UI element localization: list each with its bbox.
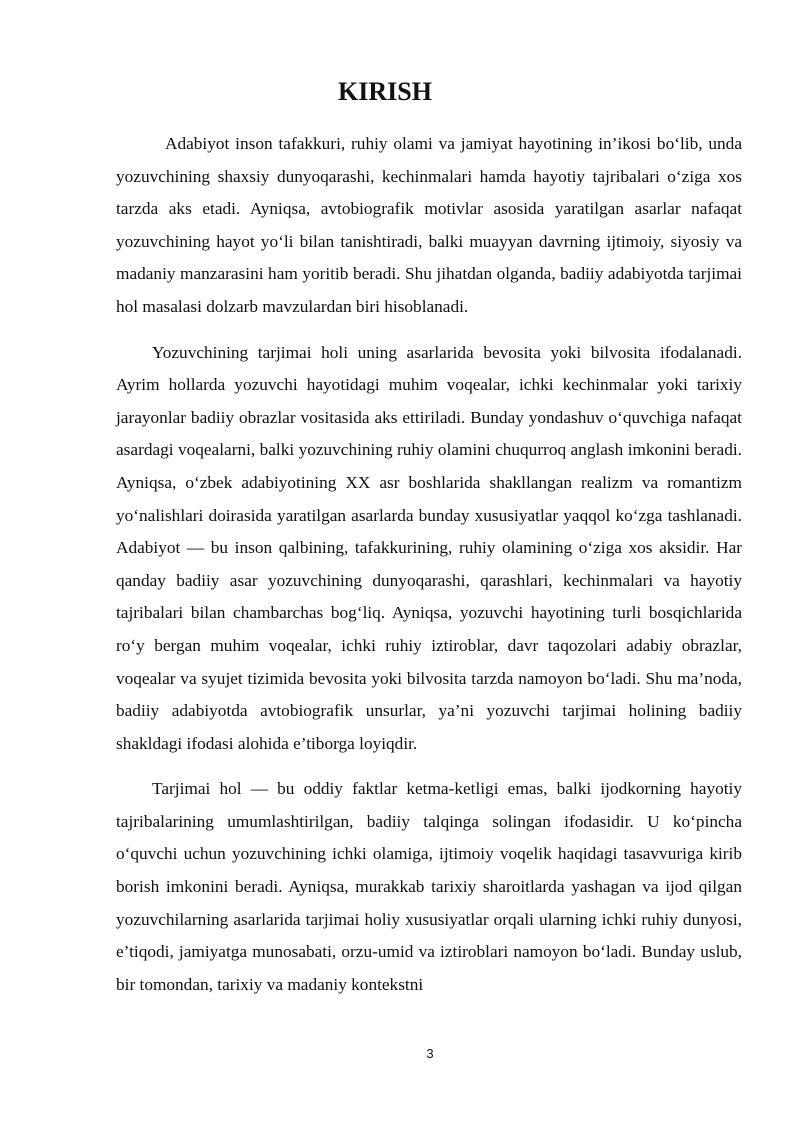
- page-title: KIRISH: [338, 77, 432, 106]
- paragraph-3: Tarjimai hol — bu oddiy faktlar ketma-ketligi emas, balki ijodkorning hayotiy tajribalarining umumlashtirilgan, badiiy talqinga solingan ifodasidir. U ko‘pincha o‘quvchi uchun yozuvchining ichki olamiga, ijtimoiy voqelik haqidagi tasavvuriga kirib borish imkonini beradi. Ayniqsa, murakkab tarixiy sharoitlarda yashagan va ijod qilgan yozuvchilarning asarlarida tarjimai holiy xususiyatlar orqali ularning ichki ruhiy dunyosi, e’tiqodi, jamiyatga munosabati, orzu-umid va iztiroblari namoyon bo‘ladi. Bunday uslub, bir tomondan, tarixiy va madaniy kontekstni: [116, 779, 742, 994]
- document-body: [116, 128, 742, 1001]
- paragraph-1: Adabiyot inson tafakkuri, ruhiy olami va jamiyat hayotining in’ikosi bo‘lib, unda yozuvchining shaxsiy dunyoqarashi, kechinmalari hamda hayotiy tajribalari o‘ziga xos tarzda aks etadi. Ayniqsa, avtobiografik motivlar asosida yaratilgan asarlar nafaqat yozuvchining hayot yo‘li bilan tanishtiradi, balki muayyan davrning ijtimoiy, siyosiy va madaniy manzarasini ham yoritib beradi. Shu jihatdan olganda, badiiy adabiyotda tarjimai hol masalasi dolzarb mavzulardan biri hisoblanadi.: [116, 134, 742, 316]
- paragraph-2: Yozuvchining tarjimai holi uning asarlarida bevosita yoki bilvosita ifodalanadi. Ayrim hollarda yozuvchi hayotidagi muhim voqealar, ichki kechinmalar yoki tarixiy jarayonlar badiiy obrazlar vositasida aks ettiriladi. Bunday yondashuv o‘quvchiga nafaqat asardagi voqealarni, balki yozuvchining ruhiy olamini chuqurroq anglash imkonini beradi. Ayniqsa, o‘zbek adabiyotining XX asr boshlarida shakllangan realizm va romantizm yo‘nalishlari doirasida yaratilgan asarlarda bunday xususiyatlar yaqqol ko‘zga tashlanadi. Adabiyot — bu inson qalbining, tafakkurining, ruhiy olamining o‘ziga xos aksidir. Har qanday badiiy asar yozuvchining dunyoqarashi, qarashlari, kechinmalari va hayotiy tajribalari bilan chambarchas bog‘liq. Ayniqsa, yozuvchi hayotining turli bosqichlarida ro‘y bergan muhim voqealar, ichki ruhiy iztiroblar, davr taqozolari adabiy obrazlar, voqealar va syujet tizimida bevosita yoki bilvosita tarzda namoyon bo‘ladi. Shu ma’noda, badiiy adabiyotda avtobiografik unsurlar, ya’ni yozuvchi tarjimai holining badiiy shakldagi ifodasi alohida e’tiborga loyiqdir.: [116, 342, 742, 753]
- page-number: 3: [426, 1046, 434, 1061]
